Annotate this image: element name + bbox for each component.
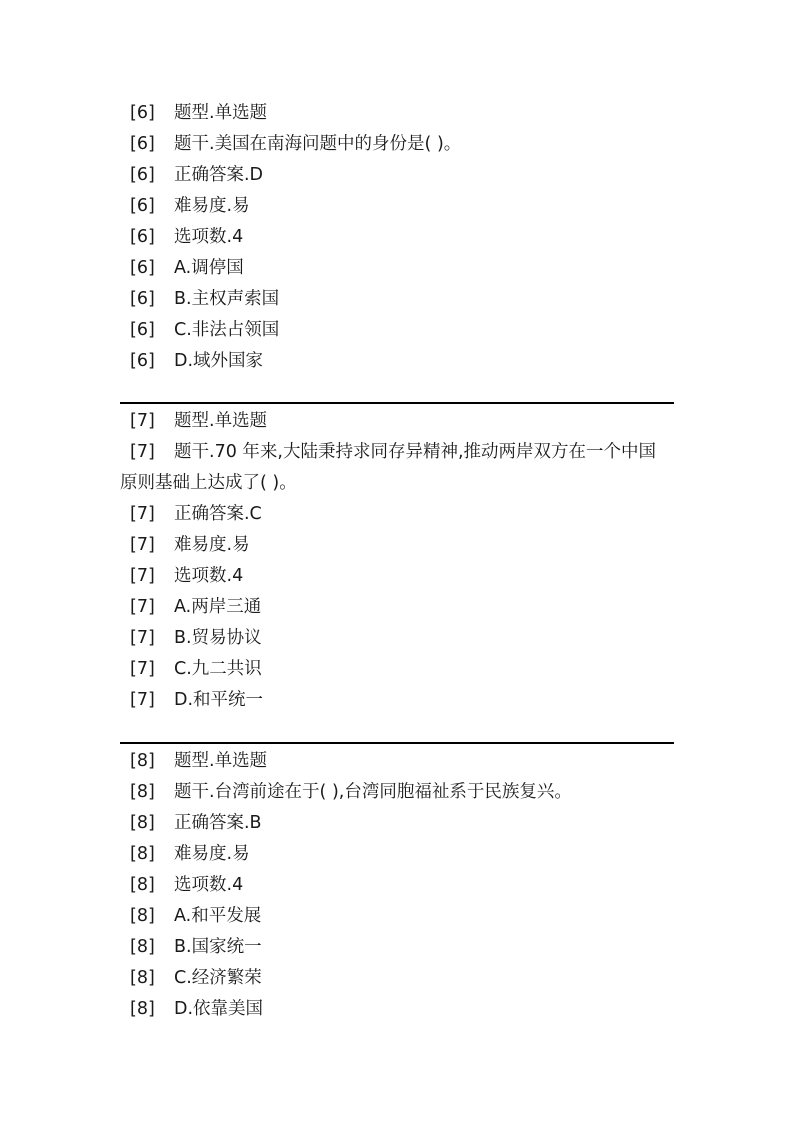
question-stem-line (120, 438, 674, 469)
difficulty-line (120, 192, 674, 223)
answer-line (120, 500, 674, 531)
question-number: [8] (130, 782, 155, 802)
option-line (120, 316, 674, 347)
option-count-line (120, 871, 674, 902)
question-stem: 题干.美国在南海问题中的身份是( )。 (174, 134, 462, 154)
answer-line (120, 809, 674, 840)
question-number: [7] (130, 659, 155, 679)
section-divider (120, 402, 674, 404)
question-number: [8] (130, 968, 155, 988)
question-type: 题型.单选题 (174, 103, 268, 123)
option-a: A.调停国 (174, 258, 244, 278)
question-number: [6] (130, 351, 155, 371)
option-line (120, 624, 674, 655)
question-stem: 题干.台湾前途在于( ),台湾同胞福祉系于民族复兴。 (174, 782, 572, 802)
question-number: [6] (130, 227, 155, 247)
difficulty-line (120, 531, 674, 562)
question-block-7 (120, 407, 674, 717)
option-count-line (120, 562, 674, 593)
option-line (120, 933, 674, 964)
difficulty-line (120, 840, 674, 871)
question-number: [6] (130, 196, 155, 216)
question-stem-line (120, 778, 674, 809)
question-type-line (120, 407, 674, 438)
question-number: [8] (130, 906, 155, 926)
question-number: [8] (130, 751, 155, 771)
question-number: [6] (130, 103, 155, 123)
difficulty: 难易度.易 (174, 196, 250, 216)
difficulty: 难易度.易 (174, 535, 250, 555)
option-d: D.域外国家 (174, 351, 264, 371)
question-number: [7] (130, 566, 155, 586)
question-number: [8] (130, 813, 155, 833)
question-type-line (120, 99, 674, 130)
option-line (120, 964, 674, 995)
option-line (120, 686, 674, 717)
question-number: [8] (130, 999, 155, 1019)
question-type: 题型.单选题 (174, 411, 268, 431)
option-b: B.贸易协议 (174, 628, 262, 648)
option-d: D.和平统一 (174, 690, 264, 710)
correct-answer: 正确答案.D (174, 165, 264, 185)
option-b: B.主权声索国 (174, 289, 280, 309)
option-count: 选项数.4 (174, 875, 244, 895)
option-line (120, 593, 674, 624)
question-number: [7] (130, 411, 155, 431)
question-stem-continuation (120, 469, 674, 500)
question-number: [7] (130, 690, 155, 710)
option-count: 选项数.4 (174, 566, 244, 586)
question-number: [7] (130, 628, 155, 648)
question-stem-cont: 原则基础上达成了( )。 (120, 473, 297, 493)
question-type-line (120, 747, 674, 778)
option-d: D.依靠美国 (174, 999, 264, 1019)
question-stem-line (120, 130, 674, 161)
question-number: [7] (130, 504, 155, 524)
question-block-6 (120, 99, 674, 378)
question-number: [6] (130, 258, 155, 278)
answer-line (120, 161, 674, 192)
question-number: [6] (130, 320, 155, 340)
question-block-8 (120, 747, 674, 1026)
correct-answer: 正确答案.B (174, 813, 262, 833)
option-c: C.经济繁荣 (174, 968, 262, 988)
option-line (120, 995, 674, 1026)
option-line (120, 655, 674, 686)
question-stem: 题干.70 年来,大陆秉持求同存异精神,推动两岸双方在一个中国 (174, 442, 657, 462)
question-number: [6] (130, 289, 155, 309)
question-number: [6] (130, 134, 155, 154)
question-number: [8] (130, 844, 155, 864)
question-number: [7] (130, 442, 155, 462)
section-divider (120, 742, 674, 744)
option-line (120, 285, 674, 316)
option-b: B.国家统一 (174, 937, 262, 957)
option-a: A.两岸三通 (174, 597, 262, 617)
option-line (120, 902, 674, 933)
difficulty: 难易度.易 (174, 844, 250, 864)
question-number: [7] (130, 535, 155, 555)
question-number: [6] (130, 165, 155, 185)
option-c: C.九二共识 (174, 659, 262, 679)
option-count: 选项数.4 (174, 227, 244, 247)
option-line (120, 347, 674, 378)
question-number: [7] (130, 597, 155, 617)
correct-answer: 正确答案.C (174, 504, 262, 524)
option-count-line (120, 223, 674, 254)
question-type: 题型.单选题 (174, 751, 268, 771)
question-number: [8] (130, 875, 155, 895)
option-line (120, 254, 674, 285)
option-a: A.和平发展 (174, 906, 262, 926)
option-c: C.非法占领国 (174, 320, 280, 340)
question-number: [8] (130, 937, 155, 957)
